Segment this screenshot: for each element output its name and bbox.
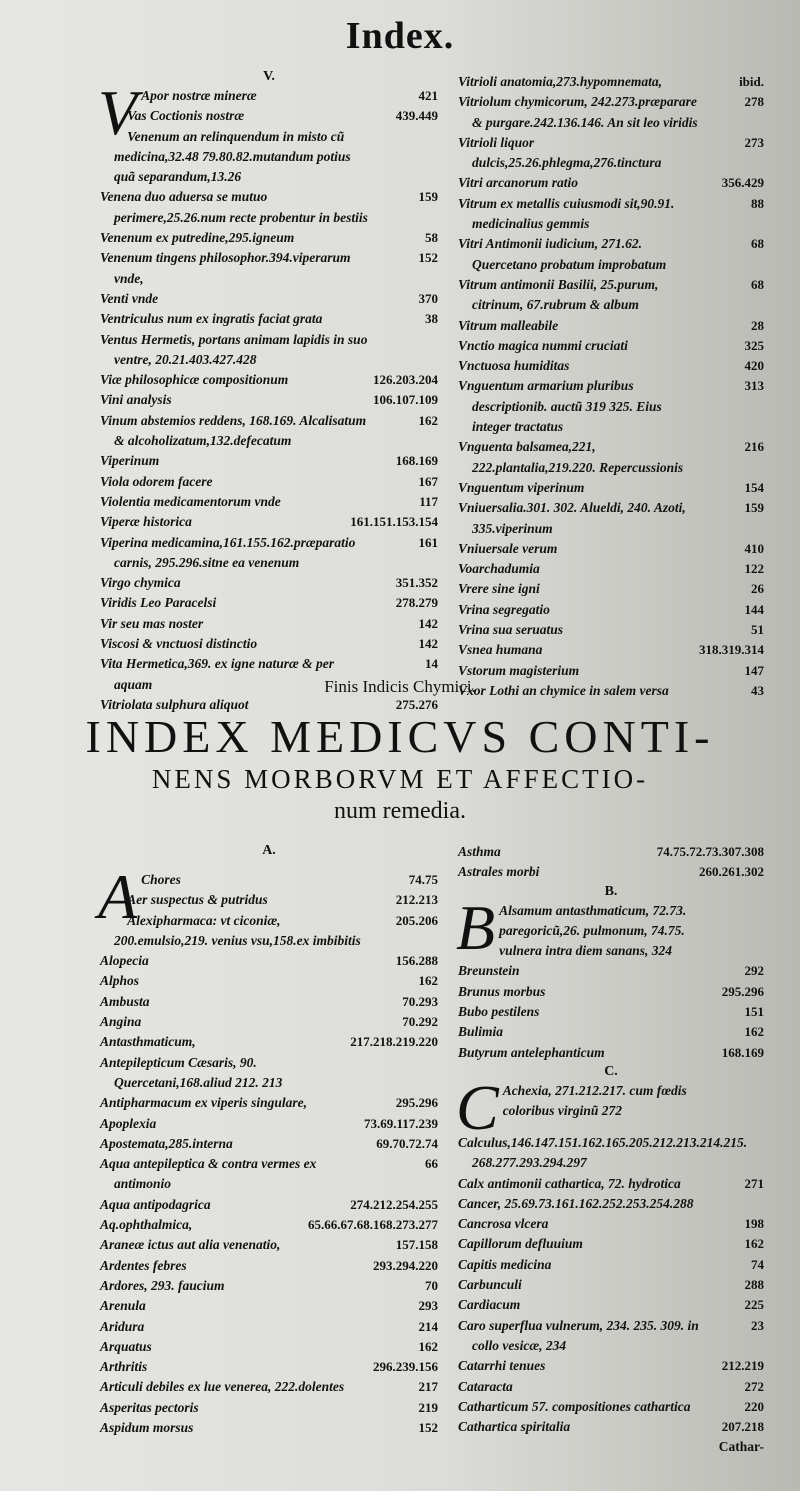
entry-term: Viscosi & vnctuosi distinctio: [100, 636, 258, 652]
entry-pages: 159: [744, 500, 764, 516]
entry-pages: 167: [418, 473, 438, 489]
index-entry: [458, 1275, 764, 1295]
index-entry: [458, 194, 764, 235]
entry-term: Viperina medicamina,161.155.162.præparatio carnis, 295.296.sitne ea venenum: [100, 534, 356, 570]
index-entry: [100, 289, 438, 309]
entry-term: Cancer, 25.69.73.161.162.252.253.254.288: [458, 1195, 694, 1211]
entry-pages: 214: [418, 1318, 438, 1334]
section-letter: A.: [262, 843, 276, 858]
entry-term: Arthritis: [100, 1359, 148, 1375]
entry-pages: 205.206: [395, 912, 438, 928]
entry-pages: 212.219: [721, 1358, 764, 1374]
entry-term: Vinum abstemios reddens, 168.169. Alcalisatum & alcoholizatum,132.defecatum: [100, 412, 367, 449]
entry-pages: 162: [418, 1338, 438, 1354]
entry-term: Butyrum antelephanticum: [458, 1044, 605, 1060]
index-entry: [100, 1154, 438, 1195]
entry-term: Venena duo aduersa se mutuo perimere,25.26.num recte probentur in bestiis: [100, 189, 368, 225]
index-entry: [458, 1417, 764, 1437]
entry-pages: 219: [418, 1399, 438, 1415]
index-entry: [458, 1397, 764, 1417]
drop-cap: B: [456, 891, 496, 963]
index-entry: [100, 1317, 438, 1337]
entry-pages: 70.293: [402, 993, 438, 1009]
entry-pages: 410: [744, 540, 764, 556]
entry-pages: 74.75: [408, 872, 438, 887]
index-entry: [458, 92, 764, 133]
entry-pages: 216: [744, 439, 764, 455]
entry-pages: 168.169: [721, 1044, 764, 1060]
entry-term: Vrina segregatio: [458, 601, 550, 617]
entry-pages: 161: [418, 534, 438, 550]
entry-pages: 274.212.254.255: [350, 1196, 438, 1212]
entry-term: Alsamum antasthmaticum, 72.73. paregoricũ,26. pulmonum, 74.75. vulnera intra diem sanans, 324: [499, 902, 687, 959]
index-entry: [100, 248, 438, 289]
entry-pages: 351.352: [395, 575, 438, 591]
entry-pages: 162: [744, 1024, 764, 1040]
entry-pages: 217.218.219.220: [350, 1034, 438, 1050]
entry-pages: 152: [418, 1420, 438, 1436]
entry-pages: 162: [418, 973, 438, 989]
entry-term: Vrina sua seruatus: [458, 622, 564, 638]
entry-list: [458, 842, 764, 883]
entry-pages: 278.279: [395, 595, 438, 611]
index-entry: [458, 376, 764, 437]
entry-term: Brunus morbus: [458, 983, 546, 999]
entry-pages: 356.429: [721, 175, 764, 191]
index-entry: [100, 614, 438, 634]
index-entry: [100, 533, 438, 574]
entry-term: Angina: [100, 1014, 142, 1030]
index-entry: [100, 390, 438, 410]
entry-term: Calx antimonii cathartica, 72. hydrotica: [458, 1175, 681, 1191]
index-entry: [458, 862, 764, 882]
entry-pages: 325: [744, 337, 764, 353]
entry-pages: 151: [744, 1004, 764, 1020]
index-entry: [100, 1377, 438, 1397]
entry-term: Virgo chymica: [100, 575, 181, 591]
entry-term: Capillorum defluuium: [458, 1236, 583, 1252]
index-entry: [458, 1002, 764, 1022]
entry-term: Aspidum morsus: [100, 1420, 194, 1436]
medicus-left-column: [100, 842, 438, 1438]
medicus-right-column: [458, 842, 764, 1458]
finis-line: Finis Indicis Chymici.: [324, 677, 476, 696]
entry-term: Chores: [141, 872, 181, 887]
entry-term: Viæ philosophicæ compositionum: [100, 372, 289, 388]
entry-term: Vnguentum armarium pluribus descriptionib. auctũ 319 325. Eius integer tractatus: [458, 378, 662, 435]
index-entry: [458, 982, 764, 1002]
index-entry: [456, 891, 764, 963]
catchword: Cathar-: [718, 1439, 764, 1455]
index-entry: [458, 1356, 764, 1376]
entry-pages: 65.66.67.68.168.273.277: [308, 1217, 438, 1233]
entry-pages: 88: [751, 195, 764, 211]
entry-term: Arquatus: [100, 1338, 152, 1354]
index-entry: [100, 411, 438, 452]
index-entry: [458, 640, 764, 660]
entry-term: Capitis medicina: [458, 1256, 552, 1272]
entry-term: Vstorum magisterium: [458, 662, 580, 678]
entry-term: Alphos: [100, 973, 140, 989]
title-line-1: INDEX MEDICVS CONTI-: [85, 711, 715, 762]
index-entry: [456, 1071, 764, 1143]
entry-term: Viridis Leo Paracelsi: [100, 595, 217, 611]
index-entry: [458, 1255, 764, 1275]
entry-term: Apostemata,285.interna: [100, 1135, 233, 1151]
entry-term: Aqua antipodagrica: [100, 1196, 211, 1212]
index-entry: [458, 1377, 764, 1397]
index-entry: [458, 842, 764, 862]
index-entry: [100, 472, 438, 492]
entry-term: Venenum tingens philosophor.394.viperarum vnde,: [100, 250, 351, 286]
index-entry: [100, 1398, 438, 1418]
index-entry: [100, 573, 438, 593]
entry-pages: 51: [751, 622, 764, 638]
entry-term: Apor nostræ mineræ: [141, 88, 257, 103]
entry-term: Vitri Antimonii iudicium, 271.62. Quercetano probatum improbatum: [458, 236, 667, 272]
index-entry: [100, 512, 438, 532]
entry-pages: 296.239.156: [373, 1359, 438, 1375]
entry-list: [456, 1071, 764, 1437]
entry-pages: 271: [744, 1175, 764, 1191]
index-entry: [100, 1418, 438, 1438]
entry-term: Aq.ophthalmica,: [100, 1217, 193, 1233]
index-entry: [458, 173, 764, 193]
index-entry: [100, 370, 438, 390]
entry-term: Antipharmacum ex viperis singulare,: [100, 1095, 308, 1111]
entry-term: Vnguenta balsamea,221, 222.plantalia,219.220. Repercussionis: [458, 439, 684, 475]
title-line-3: num remedia.: [334, 798, 466, 824]
index-entry: [100, 106, 438, 126]
index-entry: [458, 620, 764, 640]
entry-pages: 293.294.220: [373, 1257, 438, 1273]
entry-pages: ibid.: [739, 74, 764, 89]
entry-term: Ardores, 293. faucium: [100, 1277, 225, 1293]
entry-term: Cathartica spiritalia: [458, 1419, 571, 1435]
entry-pages: 421: [418, 88, 438, 103]
entry-pages: 168.169: [395, 453, 438, 469]
index-entry: [458, 1174, 764, 1194]
entry-term: Aqua antepileptica & contra vermes ex antimonio: [100, 1156, 317, 1192]
entry-term: Ambusta: [100, 993, 150, 1009]
entry-pages: 106.107.109: [373, 392, 438, 408]
index-entry: [100, 1012, 438, 1032]
entry-pages: 117: [419, 493, 438, 509]
entry-pages: 23: [751, 1317, 764, 1333]
entry-pages: 295.296: [395, 1095, 438, 1111]
entry-pages: 161.151.153.154: [350, 514, 438, 530]
entry-term: Bulimia: [458, 1024, 504, 1040]
entry-term: Ventus Hermetis, portans animam lapidis in suo ventre, 20.21.403.427.428: [100, 331, 368, 367]
entry-term: Venenum ex putredine,295.igneum: [100, 230, 295, 246]
index-entry: [458, 133, 764, 174]
entry-term: Alexipharmaca: vt ciconiæ, 200.emulsio,219. venius vsu,158.ex imbibitis: [114, 912, 361, 948]
entry-pages: 38: [425, 311, 438, 327]
chymici-right-column: [458, 72, 764, 701]
entry-pages: 370: [418, 290, 438, 306]
index-entry: [100, 911, 438, 952]
entry-term: Viola odorem facere: [100, 473, 213, 489]
entry-pages: 420: [744, 358, 764, 374]
entry-list: [458, 72, 764, 701]
entry-pages: 313: [744, 378, 764, 394]
index-entry: [458, 234, 764, 275]
index-entry: [458, 579, 764, 599]
entry-term: Ventriculus num ex ingratis faciat grata: [100, 311, 323, 327]
entry-pages: 70.292: [402, 1014, 438, 1030]
index-entry: [100, 309, 438, 329]
entry-pages: 292: [744, 963, 764, 979]
index-entry: [100, 1256, 438, 1276]
entry-pages: 68: [751, 236, 764, 252]
drop-cap: A: [98, 861, 138, 932]
entry-term: Bubo pestilens: [458, 1004, 540, 1020]
entry-pages: 157.158: [395, 1237, 438, 1253]
entry-term: Voarchadumia: [458, 561, 540, 577]
index-entry: [458, 437, 764, 478]
entry-pages: 159: [418, 189, 438, 205]
entry-term: Vitri arcanorum ratio: [458, 175, 579, 191]
entry-term: Apoplexia: [100, 1115, 157, 1131]
entry-term: Vniuersalia.301. 302. Alueldi, 240. Azoti, 335.viperinum: [458, 500, 686, 536]
entry-pages: 295.296: [721, 983, 764, 999]
drop-cap: C: [456, 1071, 499, 1143]
entry-term: Achexia, 271.212.217. cum fœdis coloribus virginũ 272: [502, 1082, 687, 1119]
entry-term: Asthma: [458, 844, 501, 859]
index-entry: [458, 1234, 764, 1254]
index-entry: [100, 1114, 438, 1134]
entry-pages: 156.288: [395, 953, 438, 969]
entry-pages: 260.261.302: [699, 864, 764, 880]
index-entry: [458, 275, 764, 316]
entry-term: Vnctio magica nummi cruciati: [458, 337, 628, 353]
entry-pages: 43: [751, 682, 764, 698]
entry-term: Catarrhi tenues: [458, 1358, 546, 1374]
entry-term: Asperitas pectoris: [100, 1399, 199, 1415]
index-entry: [100, 890, 438, 910]
entry-term: Vini analysis: [100, 392, 172, 408]
entry-term: Calculus,146.147.151.162.165.205.212.213.214.215. 268.277.293.294.297: [458, 1134, 748, 1171]
entry-term: Breunstein: [458, 963, 520, 979]
entry-term: Vitrum malleabile: [458, 317, 559, 333]
index-entry: [100, 1093, 438, 1113]
entry-pages: 74: [751, 1256, 764, 1272]
entry-pages: 66: [425, 1156, 438, 1172]
entry-term: Vitrioli liquor dulcis,25.26.phlegma,276.tinctura: [458, 134, 662, 171]
index-entry: [458, 1295, 764, 1315]
entry-term: Vitriolata sulphura aliquot: [100, 696, 249, 712]
entry-term: Carbunculi: [458, 1277, 522, 1293]
entry-pages: 272: [744, 1378, 764, 1394]
entry-pages: 273: [744, 134, 764, 150]
entry-term: Viperæ historica: [100, 514, 192, 530]
entry-term: Aer suspectus & putridus: [127, 892, 268, 908]
entry-pages: 122: [744, 561, 764, 577]
entry-term: Vitrioli anatomia,273.hypomnemata,: [458, 74, 663, 89]
drop-cap: V: [98, 77, 138, 148]
index-entry: [100, 971, 438, 991]
entry-pages: 220: [744, 1398, 764, 1414]
entry-term: Vnctuosa humiditas: [458, 358, 570, 374]
entry-pages: 439.449: [395, 108, 438, 124]
entry-term: Vitriolum chymicorum, 242.273.præparare & purgare.242.136.146. An sit leo viridis: [458, 94, 698, 130]
entry-term: Ardentes febres: [100, 1257, 187, 1273]
index-entry: [100, 1296, 438, 1316]
entry-pages: 142: [418, 615, 438, 631]
index-entry: [100, 951, 438, 971]
entry-pages: 162: [744, 1236, 764, 1252]
section-letter: B.: [604, 883, 618, 899]
entry-term: Articuli debiles ex lue venerea, 222.dolentes: [100, 1379, 345, 1395]
entry-pages: 70: [425, 1277, 438, 1293]
entry-list: [456, 891, 764, 1063]
index-entry: [100, 228, 438, 248]
entry-pages: 28: [751, 317, 764, 333]
entry-term: Venti vnde: [100, 290, 159, 306]
index-entry: [458, 600, 764, 620]
index-entry: [100, 492, 438, 512]
entry-pages: 68: [751, 276, 764, 292]
entry-pages: 147: [744, 662, 764, 678]
index-entry: [100, 593, 438, 613]
entry-pages: 288: [744, 1277, 764, 1293]
entry-pages: 144: [744, 601, 764, 617]
entry-term: Araneæ ictus aut alia venenatio,: [100, 1237, 281, 1253]
index-entry: [458, 1122, 764, 1174]
entry-pages: 212.213: [395, 892, 438, 908]
entry-term: Antasthmaticum,: [100, 1034, 196, 1050]
index-entry: [100, 1235, 438, 1255]
entry-pages: 207.218: [721, 1419, 764, 1435]
entry-term: Vir seu mas noster: [100, 615, 204, 631]
entry-pages: 14: [425, 656, 438, 672]
entry-pages: 162: [418, 412, 438, 428]
index-entry: [100, 634, 438, 654]
entry-pages: 26: [751, 581, 764, 597]
index-entry: [458, 356, 764, 376]
entry-pages: 126.203.204: [373, 372, 438, 388]
entry-term: Vxor Lothi an chymice in salem versa: [458, 682, 669, 698]
index-entry: [458, 539, 764, 559]
entry-pages: 142: [418, 636, 438, 652]
index-entry: [458, 72, 764, 92]
entry-list: [98, 77, 438, 715]
index-entry: [458, 559, 764, 579]
entry-term: Antepilepticum Cæsaris, 90. Quercetani,168.aliud 212. 213: [100, 1054, 283, 1090]
index-entry: [100, 1134, 438, 1154]
entry-pages: 217: [418, 1379, 438, 1395]
medicus-title: [0, 712, 800, 826]
entry-term: Aridura: [100, 1318, 145, 1334]
entry-pages: 293: [418, 1298, 438, 1314]
index-entry: [100, 1215, 438, 1235]
entry-pages: 275.276: [395, 696, 438, 712]
entry-term: Vnguentum viperinum: [458, 479, 585, 495]
index-entry: [100, 1032, 438, 1052]
index-entry: [100, 451, 438, 471]
entry-list: [98, 861, 438, 1438]
entry-term: Vrere sine igni: [458, 581, 540, 597]
entry-term: Caro superflua vulnerum, 234. 235. 309. in collo vesicæ, 234: [458, 1317, 699, 1353]
entry-pages: 73.69.117.239: [363, 1115, 438, 1131]
index-entry: [458, 961, 764, 981]
entry-term: Vniuersale verum: [458, 540, 558, 556]
index-entry: [458, 1214, 764, 1234]
entry-term: Venenum an relinquendum in misto cũ medicina,32.48 79.80.82.mutandum potius quã separandum,13.26: [114, 128, 351, 185]
entry-term: Cancrosa vlcera: [458, 1216, 549, 1232]
index-entry: [458, 316, 764, 336]
index-entry: [458, 478, 764, 498]
index-entry: [458, 1043, 764, 1063]
entry-term: Vitrum ex metallis cuiusmodi sit,90.91. medicinalius gemmis: [458, 195, 675, 232]
entry-pages: 318.319.314: [699, 642, 764, 658]
index-entry: [458, 1316, 764, 1357]
entry-pages: 154: [744, 479, 764, 495]
entry-term: Vas Coctionis nostræ: [127, 108, 245, 124]
index-entry: [100, 1276, 438, 1296]
entry-term: Cataracta: [458, 1378, 513, 1394]
title-line-2: NENS MORBORVM ET AFFECTIO-: [151, 764, 649, 794]
index-entry: [100, 1337, 438, 1357]
section-letter: C.: [604, 1063, 618, 1079]
index-entry: [458, 1194, 764, 1214]
entry-pages: 278: [744, 94, 764, 110]
index-entry: [100, 1357, 438, 1377]
entry-term: Viperinum: [100, 453, 160, 469]
entry-pages: 152: [418, 250, 438, 266]
entry-term: Catharticum 57. compositiones cathartica: [458, 1398, 691, 1414]
entry-pages: 225: [744, 1297, 764, 1313]
index-entry: [100, 1053, 438, 1094]
entry-pages: 58: [425, 230, 438, 246]
entry-term: Alopecia: [100, 953, 149, 969]
entry-term: Cardiacum: [458, 1297, 521, 1313]
entry-term: Vita Hermetica,369. ex igne naturæ & per aquam: [100, 656, 335, 692]
entry-term: Vsnea humana: [458, 642, 543, 658]
running-head: Index.: [345, 15, 455, 57]
section-letter: V.: [263, 69, 275, 84]
entry-term: Vitrum antimonii Basilii, 25.purum, citrinum, 67.rubrum & album: [458, 276, 659, 313]
chymici-left-column: [100, 68, 438, 715]
entry-pages: 69.70.72.74: [376, 1135, 438, 1151]
index-entry: [100, 330, 438, 371]
index-entry: [100, 187, 438, 228]
index-entry: [100, 992, 438, 1012]
index-entry: [458, 336, 764, 356]
index-entry: [458, 498, 764, 539]
entry-pages: 74.75.72.73.307.308: [656, 844, 764, 859]
index-entry: [100, 1195, 438, 1215]
index-entry: [100, 127, 438, 188]
entry-pages: 198: [744, 1216, 764, 1232]
entry-term: Violentia medicamentorum vnde: [100, 493, 281, 509]
index-entry: [458, 1022, 764, 1042]
entry-term: Astrales morbi: [458, 864, 540, 880]
entry-term: Arenula: [100, 1298, 146, 1314]
